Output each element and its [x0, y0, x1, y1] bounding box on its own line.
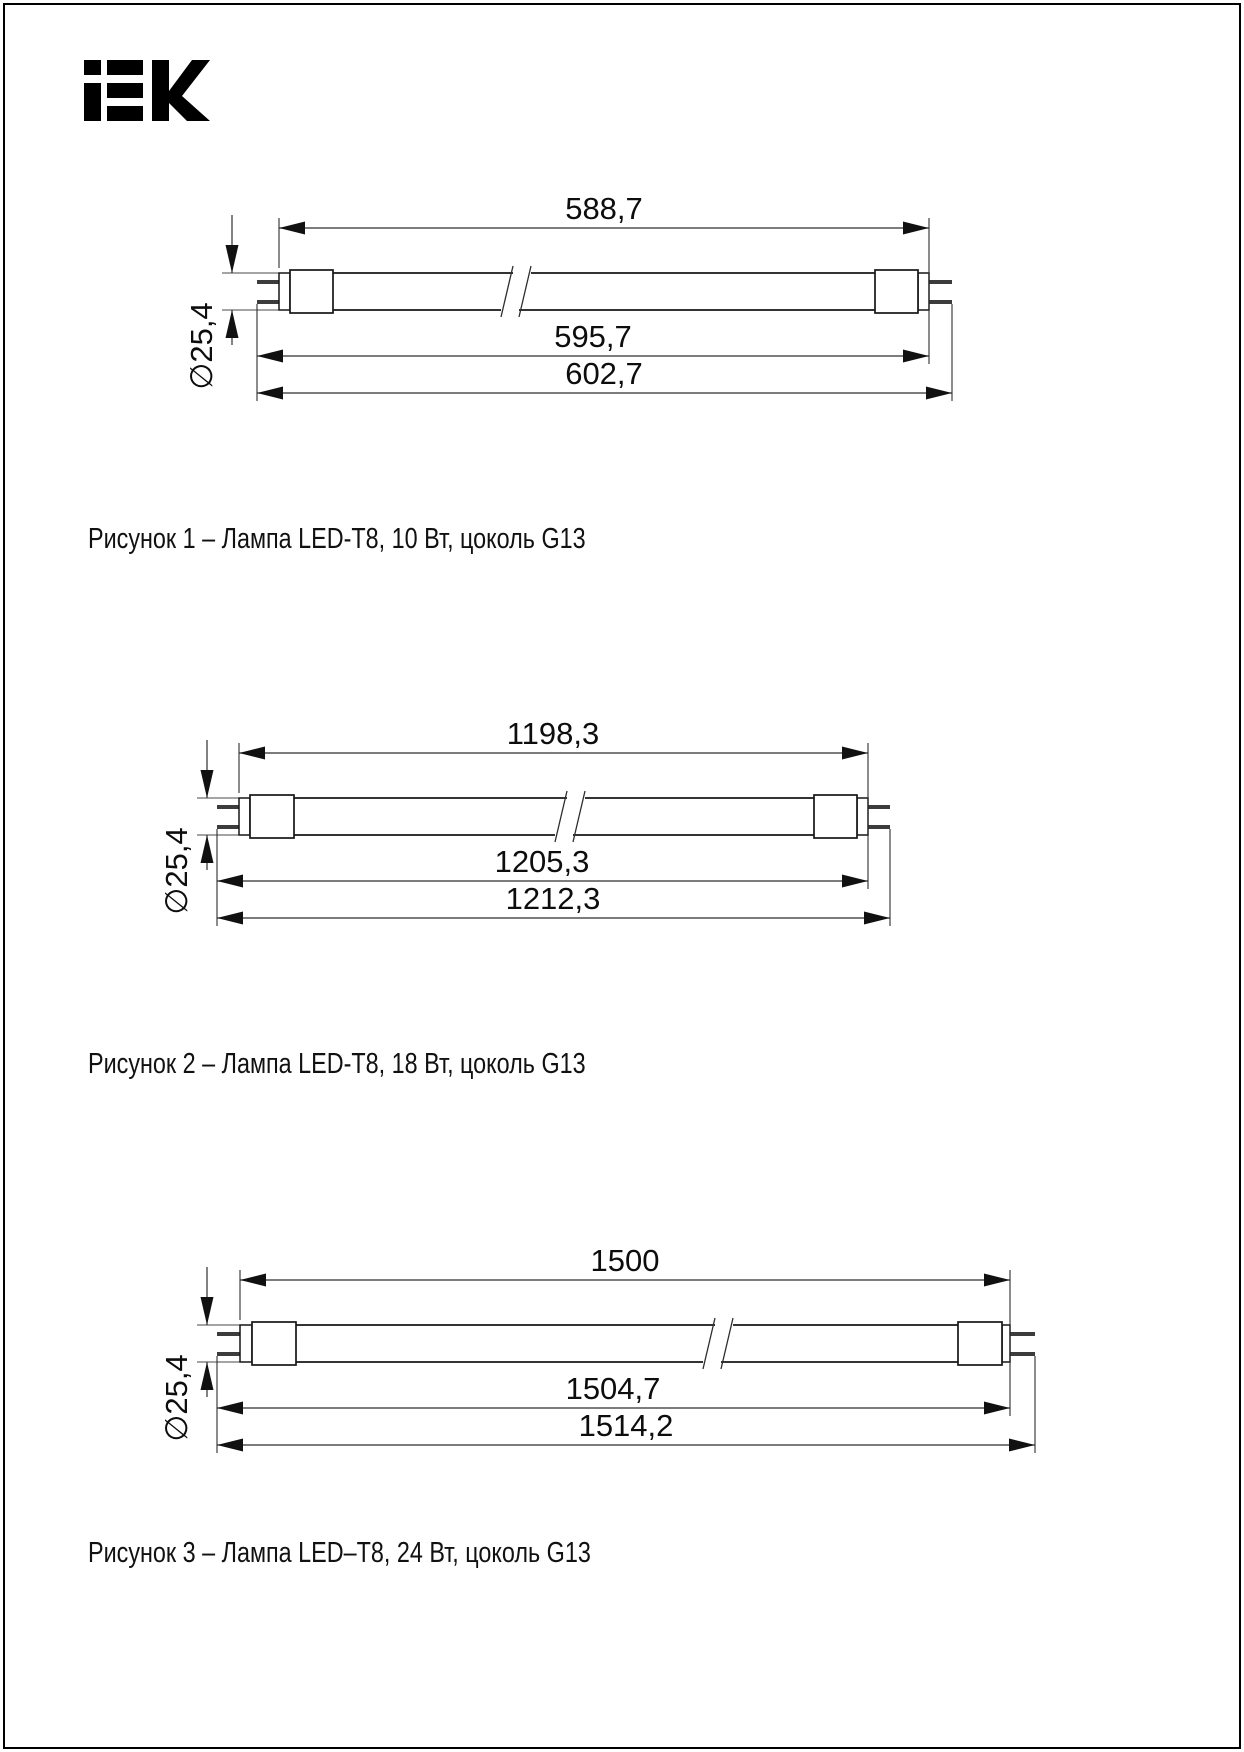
figure-2-drawing — [159, 716, 890, 926]
arrowhead — [201, 1362, 214, 1390]
arrowhead — [1009, 1439, 1035, 1452]
right-cap-collar — [857, 798, 868, 835]
arrowhead — [864, 912, 890, 925]
logo-letter-e-bar — [107, 106, 143, 121]
logo-letter-k — [152, 60, 210, 121]
dimension-label: 1504,7 — [565, 1371, 661, 1406]
dimension-diameter — [159, 1267, 214, 1442]
figure-2-caption — [88, 1048, 586, 1080]
dimension-body-length — [279, 191, 929, 235]
arrowhead — [201, 835, 214, 863]
figure-1-drawing — [184, 191, 952, 401]
dimension-overall-length — [257, 356, 952, 400]
figure-3-drawing — [159, 1243, 1035, 1453]
right-cap-collar — [1002, 1325, 1010, 1362]
diameter-label: ∅25,4 — [159, 1354, 194, 1442]
arrowhead — [201, 1297, 214, 1325]
dimension-overall-length — [217, 881, 890, 925]
left-end-cap — [252, 1322, 296, 1365]
left-cap-collar — [279, 273, 290, 310]
arrowhead — [240, 1274, 266, 1287]
left-cap-collar — [239, 798, 250, 835]
figure-3-caption — [88, 1537, 591, 1569]
diameter-label: ∅25,4 — [159, 827, 194, 915]
arrowhead — [279, 222, 305, 235]
right-end-cap — [958, 1322, 1002, 1365]
arrowhead — [201, 770, 214, 798]
right-end-cap — [875, 270, 918, 313]
arrowhead — [842, 747, 868, 760]
arrowhead — [903, 350, 929, 363]
dimension-label: 1500 — [590, 1243, 660, 1278]
logo-letter-e-bar — [107, 60, 143, 75]
dimension-label: 602,7 — [565, 356, 643, 391]
right-end-cap — [814, 795, 857, 838]
arrowhead — [257, 350, 283, 363]
dimension-label: 1212,3 — [505, 881, 601, 916]
figure-1-caption-text: Рисунок 1 – Лампа LED-T8, 10 Вт, цоколь G13 — [88, 523, 586, 555]
right-cap-collar — [918, 273, 929, 310]
lamp-tube — [296, 1325, 958, 1362]
arrowhead — [226, 310, 239, 338]
arrowhead — [217, 1402, 243, 1415]
logo-letter-e-bar — [107, 83, 143, 98]
iek-logo — [84, 60, 210, 121]
lamp-tube — [333, 273, 875, 310]
dimension-label: 1198,3 — [506, 716, 600, 751]
figure-1-caption — [88, 523, 586, 555]
left-cap-collar — [240, 1325, 252, 1362]
arrowhead — [926, 387, 952, 400]
arrowhead — [217, 912, 243, 925]
arrowhead — [257, 387, 283, 400]
dimension-diameter — [184, 215, 239, 390]
lamp-tube — [294, 798, 814, 835]
dimension-label: 1205,3 — [494, 844, 590, 879]
arrowhead — [226, 245, 239, 273]
arrowhead — [984, 1274, 1010, 1287]
dimension-label: 588,7 — [565, 191, 643, 226]
arrowhead — [842, 875, 868, 888]
arrowhead — [903, 222, 929, 235]
dimension-body-length — [240, 1243, 1010, 1287]
diameter-label: ∅25,4 — [184, 302, 219, 390]
arrowhead — [984, 1402, 1010, 1415]
dimension-diameter — [159, 740, 214, 915]
arrowhead — [239, 747, 265, 760]
dimension-label: 1514,2 — [578, 1408, 674, 1443]
figure-3-caption-text: Рисунок 3 – Лампа LED–T8, 24 Вт, цоколь G13 — [88, 1537, 591, 1569]
arrowhead — [217, 1439, 243, 1452]
arrowhead — [217, 875, 243, 888]
dimension-body-length — [239, 716, 868, 760]
dimension-label: 595,7 — [554, 319, 632, 354]
left-end-cap — [290, 270, 333, 313]
logo-letter-i-stem — [84, 83, 101, 121]
dimension-overall-length — [217, 1408, 1035, 1452]
left-end-cap — [250, 795, 294, 838]
logo-letter-i-dot — [84, 60, 101, 75]
figure-2-caption-text: Рисунок 2 – Лампа LED-T8, 18 Вт, цоколь G13 — [88, 1048, 586, 1080]
